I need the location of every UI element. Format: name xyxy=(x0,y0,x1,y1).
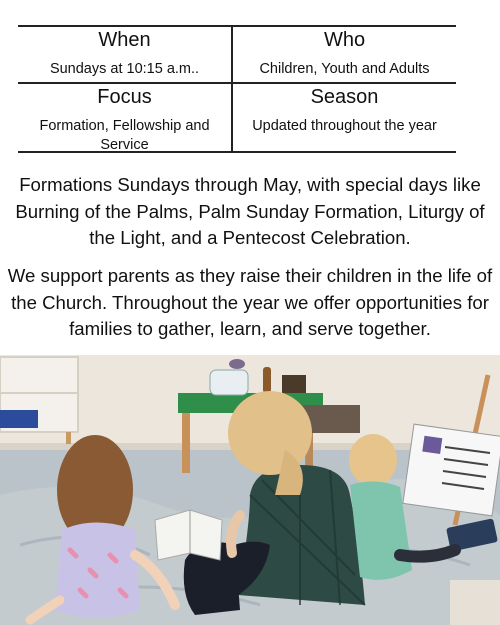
who-cell xyxy=(231,27,456,82)
small-vase xyxy=(229,359,245,369)
season-cell xyxy=(231,84,456,153)
shelf-leg xyxy=(66,432,71,444)
when-cell xyxy=(18,27,231,82)
photo-illustration xyxy=(0,355,500,625)
bottle xyxy=(263,367,271,393)
focus-heading: Focus xyxy=(97,86,152,108)
focus-cell xyxy=(18,84,231,153)
season-value: Updated throughout the year xyxy=(252,118,437,134)
easel-sign xyxy=(403,424,500,516)
who-value: Children, Youth and Adults xyxy=(259,61,430,77)
pillow xyxy=(450,580,500,625)
book-stand xyxy=(282,375,306,393)
adult-hair xyxy=(228,391,312,475)
sign-picture xyxy=(422,436,442,454)
season-heading: Season xyxy=(310,86,379,108)
open-book xyxy=(155,510,222,560)
girl-dress xyxy=(55,523,140,618)
info-row-1 xyxy=(18,27,456,84)
family-formation-photo xyxy=(0,355,500,625)
table-leg-left xyxy=(182,413,190,473)
clock-object xyxy=(210,370,248,395)
blue-cushion xyxy=(0,410,38,428)
info-row-2 xyxy=(18,84,456,153)
boy-leg xyxy=(400,550,455,557)
when-heading: When xyxy=(98,29,151,51)
formations-paragraph: Formations Sundays through May, with special days like Burning of the Palms, Palm Sunday Formation, Liturgy of the Light, and a Pentecost Celebration. xyxy=(15,174,485,248)
who-heading: Who xyxy=(323,29,366,51)
focus-value: Formation, Fellowship and Service xyxy=(39,118,210,153)
support-paragraph: We support parents as they raise their children in the life of the Church. Throughout the year we offer opportunities for families to gather, learn, and serve together. xyxy=(7,265,493,339)
info-table xyxy=(18,25,456,153)
boy-hair xyxy=(349,434,397,486)
when-value: Sundays at 10:15 a.m.. xyxy=(49,61,200,77)
